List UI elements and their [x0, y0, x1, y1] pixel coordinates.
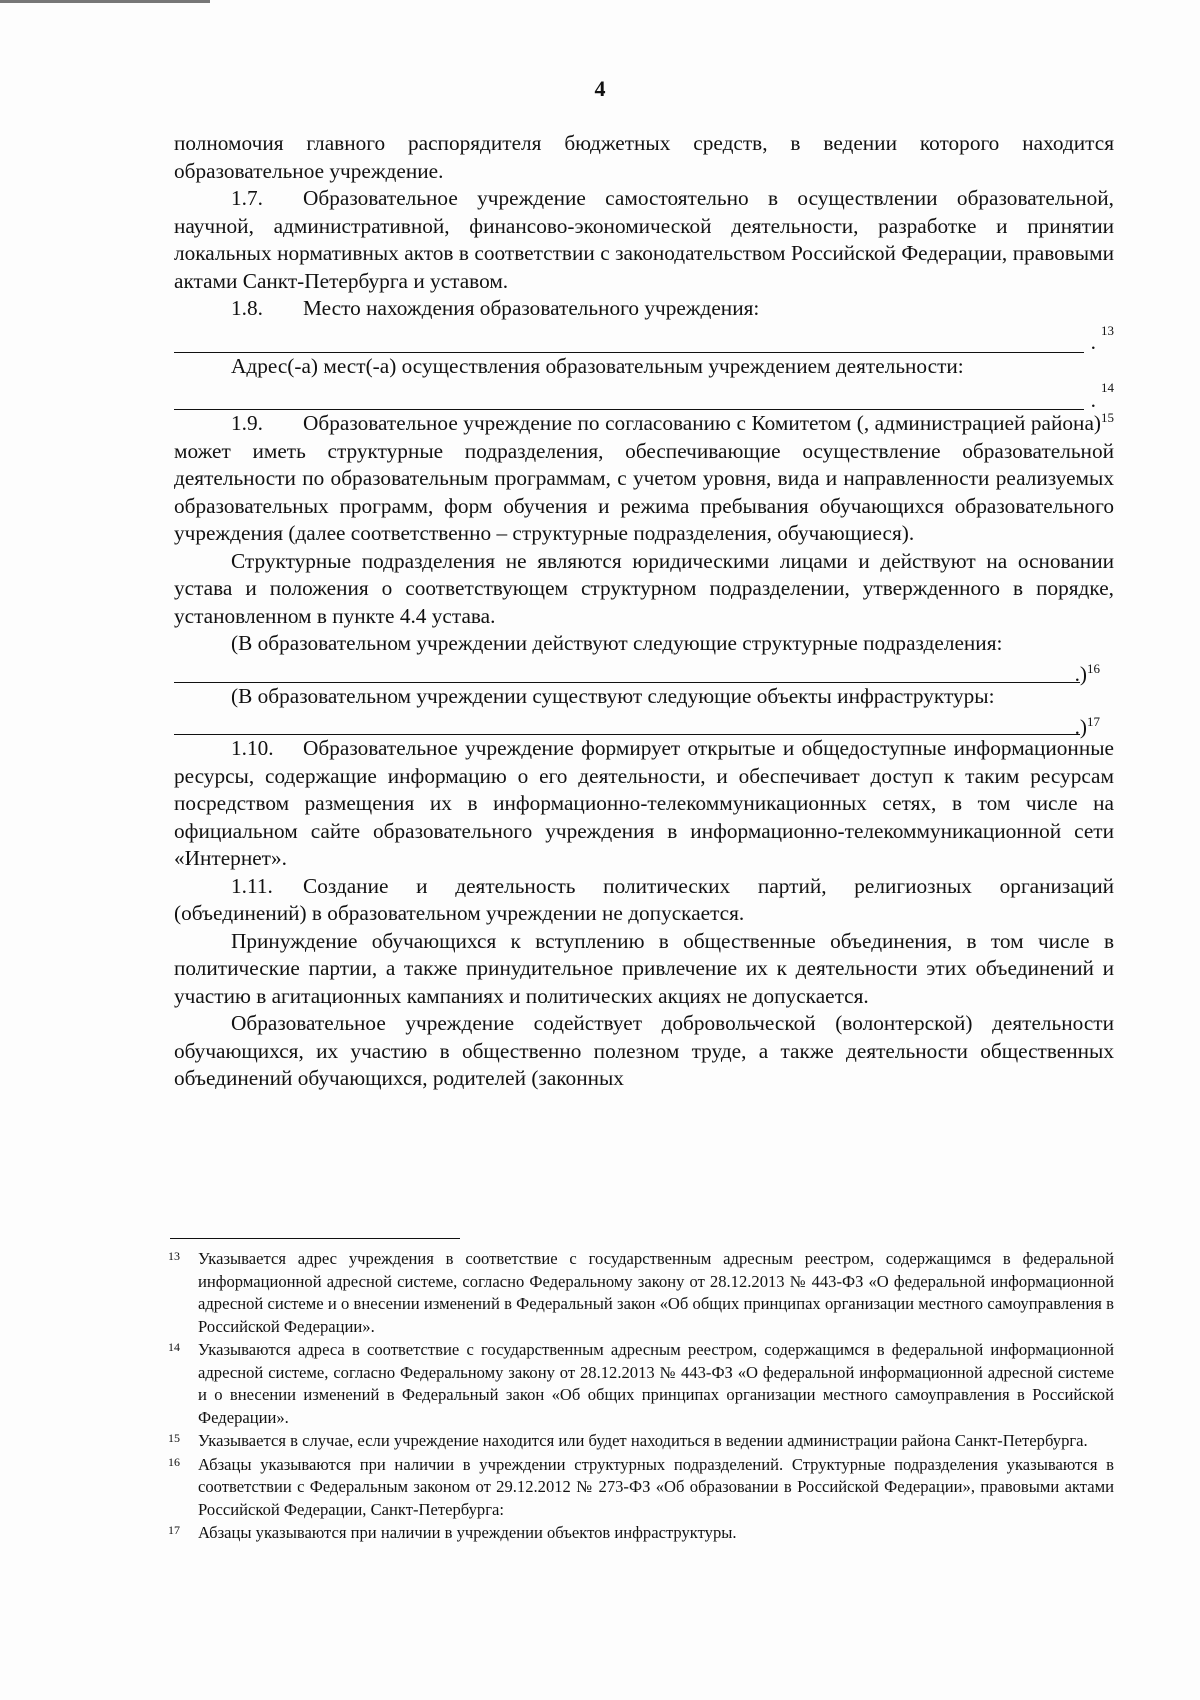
footnote-ref: 17: [1087, 713, 1100, 729]
footnote-text: Указывается в случае, если учреждение находится или будет находиться в ведении администрации района Санкт-Петербурга.: [198, 1431, 1088, 1450]
clause-number: 1.10.: [231, 736, 274, 760]
paragraph-activity-address: Адрес(-а) мест(-а) осуществления образовательным учреждением деятельности:: [231, 353, 964, 378]
paragraph-1-11: [174, 873, 1114, 928]
clause-text: Место нахождения образовательного учреждения:: [303, 296, 760, 320]
close-paren: .): [1074, 662, 1087, 686]
clause-number: 1.8.: [231, 296, 263, 320]
paragraph-1-9: [174, 410, 1114, 548]
clause-text: Создание и деятельность политических партий, религиозных организаций (объединений) в образовательном учреждении не допускается.: [174, 873, 1114, 925]
activity-address-fill-line: [174, 380, 1114, 412]
fill-rule: [174, 658, 1080, 683]
footnote-14: [168, 1339, 1114, 1429]
footnote-number: 17: [168, 1523, 180, 1537]
footnote-15: [168, 1430, 1114, 1453]
footnote-ref: 13: [1101, 322, 1114, 338]
footnote-text: Указывается адрес учреждения в соответствие с государственным адресным реестром, содержащимся в федеральной информационной адресной системе, согласно Федеральному закону от 28.12.2013 № 443-ФЗ «О федеральной информационной адресной системе и о внесении изменений в Федеральный закон «Об общих принципах организации местного самоуправления в Российской Федерации».: [198, 1249, 1114, 1336]
footnote-text: Абзацы указываются при наличии в учреждении объектов инфраструктуры.: [198, 1523, 737, 1542]
close-paren: .): [1074, 714, 1087, 739]
paragraph-structural-list: (В образовательном учреждении действуют следующие структурные подразделения:: [231, 631, 1003, 655]
paragraph-structural-units: Структурные подразделения не являются юридическими лицами и действуют на основании устава и положения о соответствующем структурном подразделении, утвержденного в порядке, установленном в пункте 4.4 устава.: [174, 548, 1114, 628]
line-end-period: .: [1090, 387, 1096, 412]
clause-number: 1.7.: [231, 186, 263, 210]
paragraph-1-8: [174, 295, 1114, 323]
footnote-17: [168, 1522, 1114, 1545]
page-number: 4: [594, 76, 606, 101]
footnote-number: 13: [168, 1249, 180, 1263]
footnote-number: 14: [168, 1340, 180, 1354]
footnote-ref: 16: [1087, 660, 1100, 676]
footnote-number: 16: [168, 1454, 180, 1469]
infrastructure-fill-line: [174, 710, 1114, 739]
clause-text-cont: может иметь структурные подразделения, обеспечивающие осуществление образовательной деятельности по образовательным программам, с учетом уровня, вида и направленности реализуемых образовательных программ, форм обучения и режима пребывания обучающихся образовательного учреждения (далее соответственно – структурные подразделения, обучающиеся).: [174, 438, 1114, 545]
paragraph-volunteer: Образовательное учреждение содействует добровольческой (волонтерской) деятельности обучающихся, их участию в общественно полезном труде, а также деятельности общественных объединений обучающихся, родителей (законных: [174, 1011, 1114, 1090]
footnotes-section: [168, 1248, 1114, 1546]
clause-text: Образовательное учреждение самостоятельно в осуществлении образовательной, научной, административной, финансово-экономической деятельности, разработке и принятии локальных нормативных актов в соответствии с законодательством Российской Федерации, правовыми актами Санкт-Петербурга и уставом.: [174, 186, 1114, 293]
line-close: [1075, 714, 1100, 742]
paragraph-infrastructure: (В образовательном учреждении существуют следующие объекты инфраструктуры:: [231, 683, 995, 708]
clause-number: 1.9.: [231, 411, 263, 435]
footnote-text: Абзацы указываются при наличии в учреждении структурных подразделений. Структурные подразделения указываются в соответствии с Федеральным законом от 29.12.2012 № 273-ФЗ «Об образовании в Российской Федерации», правовыми актами Российской Федерации, Санкт-Петербурга:: [198, 1454, 1114, 1519]
clause-text: Образовательное учреждение формирует открытые и общедоступные информационные ресурсы, содержащие информацию о его деятельности, и обеспечивает доступ к таким ресурсам посредством размещения их в информационно-телекоммуникационных сетях, в том числе на официальном сайте образовательного учреждения в информационно-телекоммуникационной сети «Интернет».: [174, 736, 1114, 870]
line-close: [1075, 661, 1100, 689]
footnote-number: 15: [168, 1431, 180, 1445]
line-end-period: .: [1090, 330, 1096, 354]
document-body: [174, 130, 1114, 1093]
footnote-ref: 15: [1101, 409, 1114, 425]
paragraph-coercion: Принуждение обучающихся к вступлению в общественные объединения, в том числе в политические партии, а также принудительное привлечение их к деятельности этих объединений и участию в агитационных кампаниях и политических акциях не допускается.: [174, 928, 1114, 1008]
address-fill-line: [174, 322, 1114, 354]
footnote-text: Указываются адреса в соответствие с государственным адресным реестром, содержащимся в федеральной информационной адресной системе, согласно Федеральному закону от 28.12.2013 № 443-ФЗ «О федеральной информационной адресной системе и о внесении изменений в Федеральный закон «Об общих принципах организации местного самоуправления в Российской Федерации».: [198, 1340, 1114, 1427]
clause-text: Образовательное учреждение по согласованию с Комитетом (, администрацией района): [303, 411, 1101, 435]
paragraph-1-10: [174, 735, 1114, 873]
fill-rule: [174, 710, 1080, 735]
paragraph-1-7: [174, 185, 1114, 295]
clause-number: 1.11.: [231, 873, 273, 898]
footnote-13: [168, 1248, 1114, 1338]
footnote-16: [168, 1454, 1114, 1522]
scan-edge-mark: [0, 0, 210, 3]
paragraph-intro: полномочия главного распорядителя бюджетных средств, в ведении которого находится образовательное учреждение.: [174, 131, 1114, 183]
footnote-ref: 14: [1101, 380, 1114, 395]
footnote-separator: [170, 1238, 460, 1239]
structural-fill-line: [174, 658, 1114, 686]
